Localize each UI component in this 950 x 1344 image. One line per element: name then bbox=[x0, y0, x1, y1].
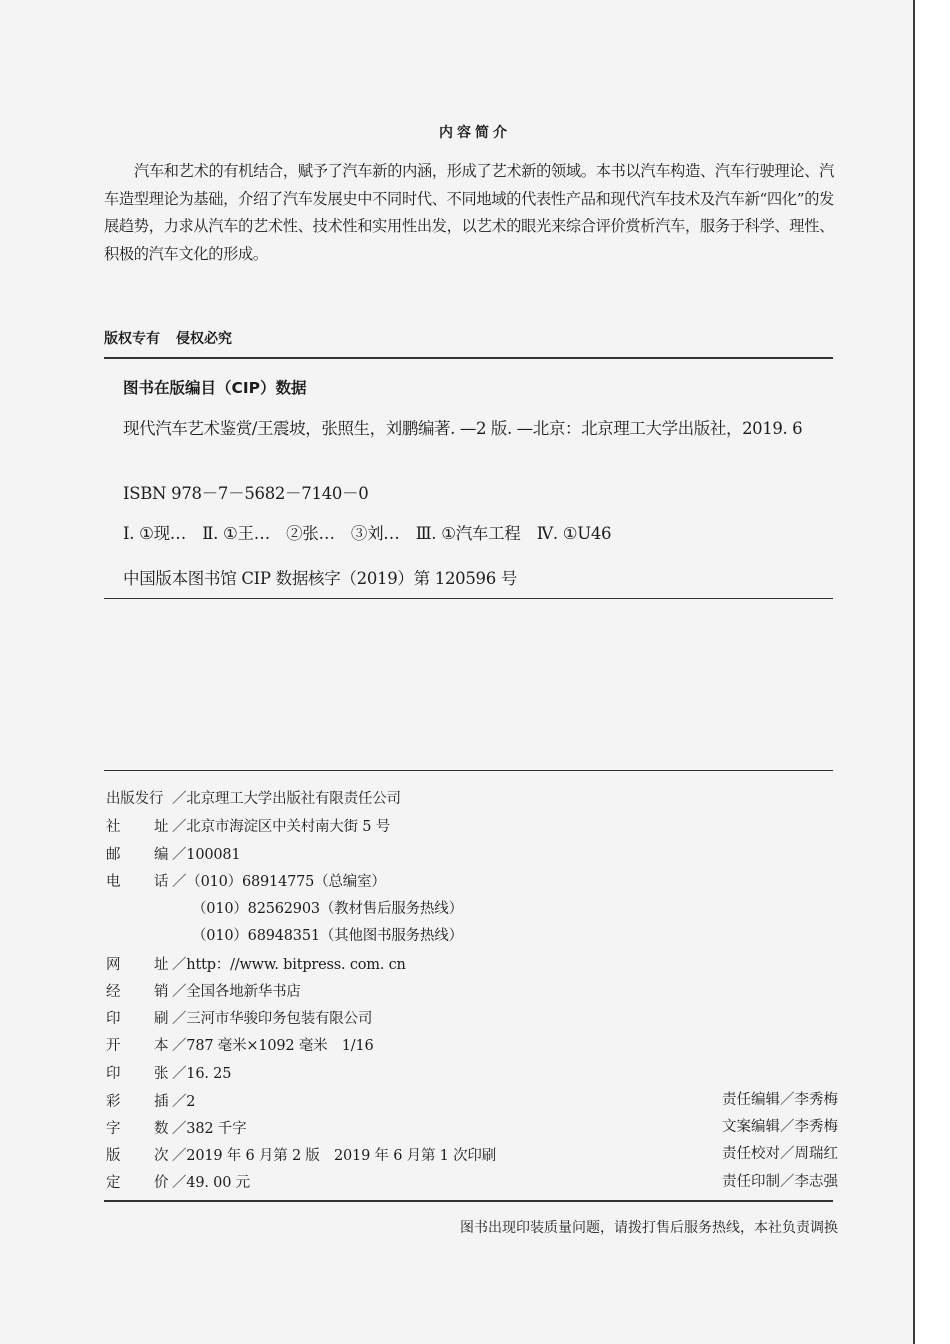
publication-row: 邮 编 ／100081 bbox=[106, 847, 241, 863]
cip-top-rule bbox=[104, 357, 833, 359]
publication-row: （010）68948351（其他图书服务热线） bbox=[192, 928, 463, 944]
intro-body: 汽车和艺术的有机结合，赋予了汽车新的内涵，形成了艺术新的领域。本书以汽车构造、汽车行驶理论、汽车造型理论为基础，介绍了汽车发展史中不同时代、不同地域的代表性产品和现代汽车技术及汽车新“四化”的发展趋势，力求从汽车的艺术性、技术性和实用性出发，以艺术的眼光来综合评价赏析汽车，服务于科学、理性、积极的汽车文化的形成。 bbox=[104, 162, 834, 263]
credit-print-supervisor: 责任印制／李志强 bbox=[722, 1174, 838, 1190]
publication-row: 社 址 ／北京市海淀区中关村南大街 5 号 bbox=[106, 819, 391, 835]
publication-row: 彩 插 ／2 bbox=[106, 1094, 196, 1110]
publication-top-rule bbox=[104, 770, 833, 771]
page-margin bbox=[915, 0, 950, 1344]
publication-row: 开 本 ／787 毫米×1092 毫米 1/16 bbox=[106, 1038, 374, 1054]
publication-row: 出版发行 ／北京理工大学出版社有限责任公司 bbox=[106, 791, 401, 807]
intro-title: 内容简介 bbox=[439, 125, 511, 141]
publication-bottom-rule bbox=[104, 1200, 833, 1202]
copyright-left: 版权专有 bbox=[104, 331, 160, 347]
publication-row: 网 址 ／http：//www. bitpress. com. cn bbox=[106, 957, 406, 973]
publication-row: （010）82562903（教材售后服务热线） bbox=[192, 901, 463, 917]
cip-verification: 中国版本图书馆 CIP 数据核字（2019）第 120596 号 bbox=[123, 569, 518, 588]
publication-row: 印 刷 ／三河市华骏印务包装有限公司 bbox=[106, 1011, 373, 1027]
cip-isbn: ISBN 978－7－5682－7140－0 bbox=[123, 484, 369, 503]
copyright-notice bbox=[104, 328, 232, 348]
credit-editor: 责任编辑／李秀梅 bbox=[722, 1092, 838, 1108]
publication-row: 印 张 ／16. 25 bbox=[106, 1066, 232, 1082]
publication-row: 定 价 ／49. 00 元 bbox=[106, 1175, 250, 1191]
cip-classification: Ⅰ. ①现… Ⅱ. ①王… ②张… ③刘… Ⅲ. ①汽车工程 Ⅳ. ①U46 bbox=[123, 524, 612, 543]
copyright-right: 侵权必究 bbox=[176, 331, 232, 347]
cip-heading: 图书在版编目（CIP）数据 bbox=[123, 379, 307, 397]
publication-row: 字 数 ／382 千字 bbox=[106, 1121, 247, 1137]
publication-row: 电 话 ／（010）68914775（总编室） bbox=[106, 874, 386, 890]
publication-row: 经 销 ／全国各地新华书店 bbox=[106, 984, 301, 1000]
publication-row: 版 次 ／2019 年 6 月第 2 版 2019 年 6 月第 1 次印刷 bbox=[106, 1148, 496, 1164]
credit-copy-editor: 文案编辑／李秀梅 bbox=[722, 1119, 838, 1135]
quality-notice: 图书出现印装质量问题，请拨打售后服务热线，本社负责调换 bbox=[460, 1220, 838, 1236]
credit-proofreader: 责任校对／周瑞红 bbox=[722, 1146, 838, 1162]
cip-entry: 现代汽车艺术鉴赏/王震坡，张照生，刘鹏编著. —2 版. —北京：北京理工大学出版社，2019. 6 bbox=[123, 419, 803, 438]
cip-bottom-rule bbox=[104, 598, 833, 599]
